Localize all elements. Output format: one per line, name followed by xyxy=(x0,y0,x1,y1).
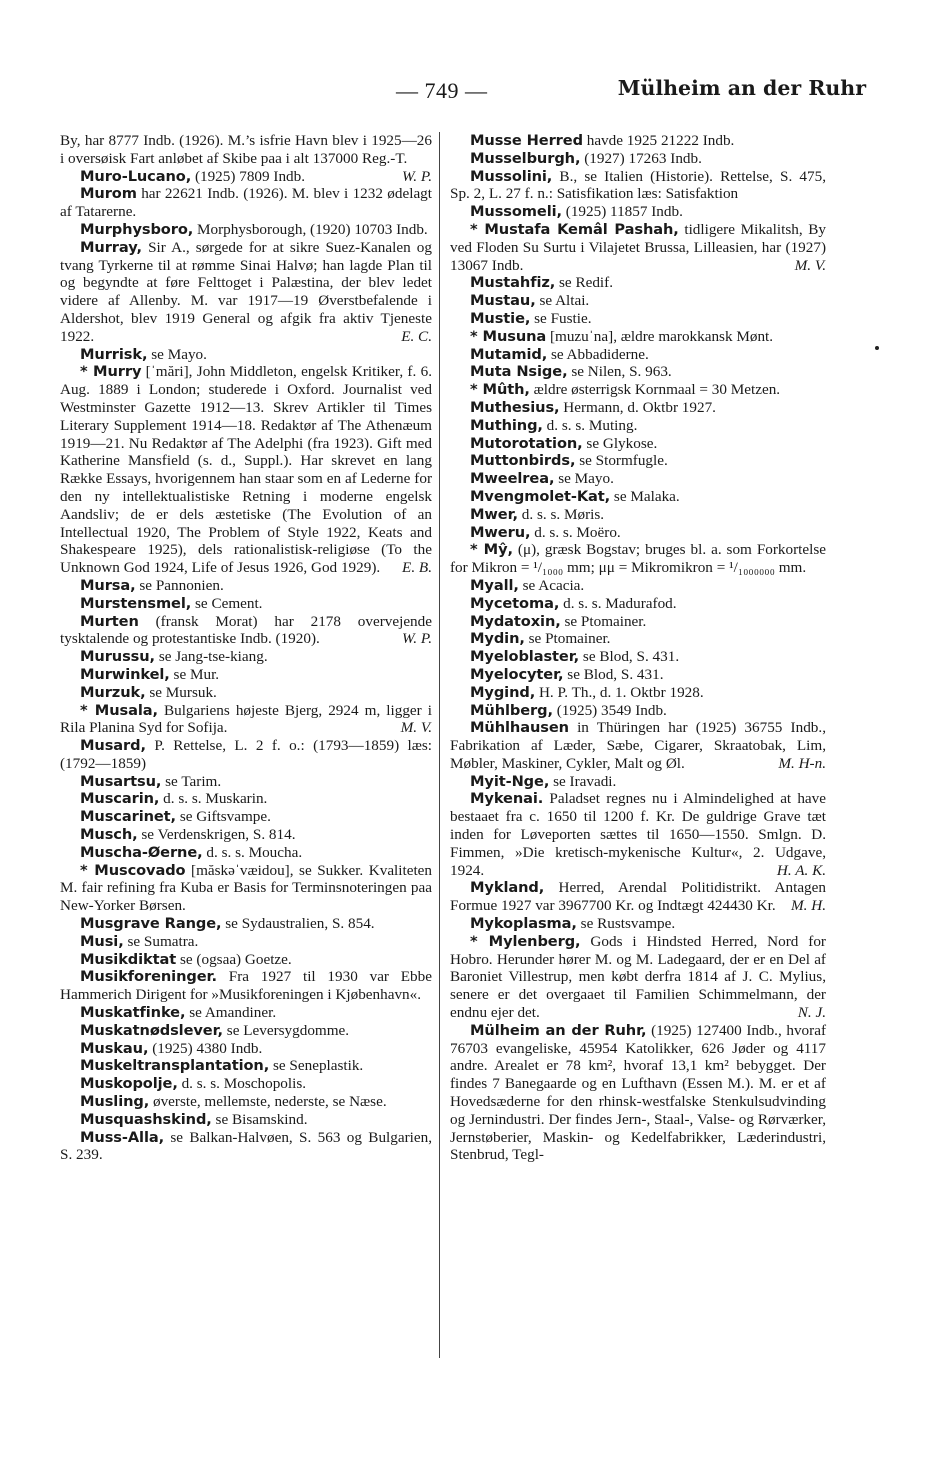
dictionary-entry xyxy=(60,1040,432,1058)
page-header xyxy=(60,74,870,108)
dictionary-entry xyxy=(60,1129,432,1165)
dictionary-entry xyxy=(450,773,826,791)
entry-text: Hermann, d. Oktbr 1927. xyxy=(559,398,716,416)
entry-text: (1925) 4380 Indb. xyxy=(148,1039,263,1057)
entry-star: * xyxy=(470,220,485,238)
entry-headword: Myall, xyxy=(470,576,519,594)
entry-headword: Musikdiktat xyxy=(80,950,177,968)
entry-text: (1927) 17263 Indb. xyxy=(580,149,702,167)
entry-text: se Blod, S. 431. xyxy=(563,665,664,683)
dictionary-entry xyxy=(450,381,826,399)
entry-signature: M. V. xyxy=(400,719,432,737)
entry-text: se Malaka. xyxy=(610,487,680,505)
dictionary-entry xyxy=(60,684,432,702)
entry-headword: Musuna xyxy=(482,327,547,345)
entry-headword: Musi, xyxy=(80,932,124,950)
entry-headword: Mutorotation, xyxy=(470,434,583,452)
dictionary-entry xyxy=(450,790,826,879)
entry-headword: Murphysboro, xyxy=(80,220,194,238)
entry-headword: Muskeltransplantation, xyxy=(80,1057,270,1075)
entry-text: By, har 8777 Indb. (1926). M.’s isfrie Havn blev i 1925—26 i oversøisk Fart anløbet af Skibe paa i alt 137000 Reg.-T. xyxy=(60,132,432,167)
dictionary-entry xyxy=(450,613,826,631)
entry-headword: Musquashskind, xyxy=(80,1110,212,1128)
dictionary-entry xyxy=(450,292,826,310)
entry-signature: M. H-n. xyxy=(778,754,826,772)
entry-headword: Muscarinet, xyxy=(80,808,177,826)
entry-text: se Stormfugle. xyxy=(575,452,668,470)
dictionary-entry xyxy=(60,363,432,577)
entry-headword: Mykland, xyxy=(470,879,545,897)
dictionary-entry xyxy=(60,1093,432,1111)
dictionary-entry xyxy=(60,951,432,969)
entry-headword: Murry xyxy=(93,363,142,381)
entry-text: H. P. Th., d. 1. Oktbr 1928. xyxy=(535,683,704,701)
entry-text: se Rustsvampe. xyxy=(576,915,676,933)
entry-signature: W. P. xyxy=(402,630,432,648)
entry-text: Paladset regnes nu i Almindelighed at have bestaaet fra c. 1650 til 1200 f. Kr. De guldrige Grave tæt inden for Løveporten sættes til 1650—1550. Smlgn. D. Fimmen, »Die kretisch-mykenische Kultur«, 2. Udgave, 1924. xyxy=(450,790,826,879)
dictionary-entry xyxy=(450,577,826,595)
entry-text: d. s. s. Madurafod. xyxy=(559,594,677,612)
entry-text: se Mayo. xyxy=(147,345,207,363)
entry-headword: Mygind, xyxy=(470,683,536,701)
entry-signature: M. V. xyxy=(794,256,826,274)
entry-text: ældre østerrigsk Kornmaal = 30 Metzen. xyxy=(529,381,781,399)
entry-text: se Leversygdomme. xyxy=(222,1021,350,1039)
entry-headword: Murussu, xyxy=(80,648,156,666)
entry-headword: Murstensmel, xyxy=(80,594,192,612)
dictionary-entry xyxy=(60,666,432,684)
entry-headword: Muro-Lucano, xyxy=(80,167,192,185)
entry-text: P. Rettelse, L. 2 f. o.: (1793—1859) læs: (1792—1859) xyxy=(60,737,432,772)
dictionary-entry xyxy=(60,1075,432,1093)
entry-headword: Mussolini, xyxy=(470,167,553,185)
entry-headword: Musartsu, xyxy=(80,772,162,790)
dictionary-entry xyxy=(60,790,432,808)
dictionary-entry xyxy=(60,915,432,933)
entry-text: tidligere Mikalitsh, By ved Floden Su Surtu i Vilajetet Brussa, Lilleasien, har (1927) 13067 Indb. xyxy=(450,220,826,274)
entry-text: se Ptomainer. xyxy=(560,612,647,630)
entry-text: se Altai. xyxy=(535,292,590,310)
entry-star: * xyxy=(470,381,483,399)
entry-text: Gods i Hindsted Herred, Nord for Hobro. Herunder hører M. og M. Ladegaard, der er en Del af Baroniet Villestrup, men købt derfra 1814 af J. C. Mylius, senere er det overgaaet til Familien Schimmelmann, der endnu ejer det. xyxy=(450,932,826,1022)
entry-text: se Ptomainer. xyxy=(524,630,611,648)
entry-text: se Redif. xyxy=(555,274,613,292)
entry-text: (1925) 127400 Indb., hvoraf 76703 evangeliske, 45954 Katolikker, 626 Jøder og 4117 andre. Arealet er 78 km², hvoraf 13,1 km² bebygget. Der findes 7 Banegaarde og en Lufthavn (Essen M.). M. er et af Hovedsæderne for den rhinsk-westfalske Stenkulsudvinding og Jernindustri. Der findes Jern-, Staal-, Valse- og Rørværker, Jernstøberier, Maskin- og Kedelfabrikker, Læderindustri, Stenbrud, Tegl- xyxy=(450,1021,827,1164)
dictionary-entry xyxy=(450,524,826,542)
dictionary-entry xyxy=(450,452,826,470)
dictionary-entry xyxy=(450,399,826,417)
entry-headword: Mweru, xyxy=(470,523,531,541)
entry-text: (fransk Morat) har 2178 overvejende tysktalende og protestantiske Indb. (1920). xyxy=(60,612,432,648)
dictionary-entry xyxy=(450,879,826,915)
entry-headword: Mycetoma, xyxy=(470,594,560,612)
entry-headword: Mustafa Kemâl Pashah, xyxy=(484,220,679,238)
dictionary-entry xyxy=(60,844,432,862)
entry-star: * xyxy=(470,327,483,345)
entry-text: Bulgariens højeste Bjerg, 2924 m, ligger i Rila Planina Syd for Sofija. xyxy=(60,701,433,737)
dictionary-entry xyxy=(60,826,432,844)
entry-signature: E. B. xyxy=(402,559,432,577)
entry-star: * xyxy=(80,363,94,381)
left-column xyxy=(60,132,432,1164)
right-column xyxy=(450,132,826,1164)
dictionary-entry xyxy=(60,862,432,915)
entry-text: se Sydaustralien, S. 854. xyxy=(221,915,375,933)
entry-star: * xyxy=(470,932,489,950)
entry-headword: Myeloblaster, xyxy=(470,648,580,666)
entry-headword: Muskopolje, xyxy=(80,1075,178,1093)
dictionary-entry xyxy=(450,488,826,506)
dictionary-entry xyxy=(60,808,432,826)
entry-text: har 22621 Indb. (1926). M. blev i 1232 ødelagt af Tatarerne. xyxy=(60,185,432,221)
entry-text: d. s. s. Moëro. xyxy=(530,523,621,541)
entry-text: d. s. s. Muskarin. xyxy=(159,790,268,808)
entry-headword: Murzuk, xyxy=(80,683,146,701)
entry-headword: Mursa, xyxy=(80,576,136,594)
entry-headword: Muttonbirds, xyxy=(470,452,576,470)
dictionary-entry xyxy=(450,541,826,577)
entry-headword: Musse Herred xyxy=(470,132,583,149)
entry-text: Herred, Arendal Politidistrikt. Antagen Formue 1927 var 3967700 Kr. og Indtægt 424430 Kr. xyxy=(450,879,826,915)
dictionary-entry xyxy=(450,666,826,684)
entry-signature: M. H. xyxy=(790,897,826,915)
dictionary-entry xyxy=(60,1022,432,1040)
entry-text: d. s. s. Møris. xyxy=(518,505,605,523)
dictionary-entry xyxy=(450,168,826,204)
entry-headword: Muss-Alla, xyxy=(80,1128,165,1146)
entry-headword: Mŷ, xyxy=(483,541,513,559)
entry-headword: Mykoplasma, xyxy=(470,915,577,933)
dictionary-entry xyxy=(450,328,826,346)
entry-headword: Murray, xyxy=(80,238,142,256)
dictionary-entry xyxy=(60,221,432,239)
dictionary-entry xyxy=(60,239,432,346)
dictionary-entry xyxy=(60,933,432,951)
entry-headword: Murwinkel, xyxy=(80,665,170,683)
entry-headword: Mussomeli, xyxy=(470,203,562,221)
entry-text: se Fustie. xyxy=(530,309,592,327)
dictionary-entry xyxy=(450,363,826,381)
dictionary-entry xyxy=(60,185,432,221)
entry-star: * xyxy=(80,701,95,719)
dictionary-entry xyxy=(450,203,826,221)
entry-text: (1925) 7809 Indb. xyxy=(191,167,306,185)
entry-text: se Amandiner. xyxy=(185,1004,277,1022)
entry-text: Fra 1927 til 1930 var Ebbe Hammerich Dirigent for »Musikforeningen i Kjøbenhavn«. xyxy=(60,968,432,1004)
margin-dot xyxy=(875,346,879,350)
dictionary-entry xyxy=(60,702,432,738)
entry-text: (1925) 3549 Indb. xyxy=(552,701,667,719)
dictionary-entry xyxy=(450,648,826,666)
dictionary-entry xyxy=(450,274,826,292)
entry-text: se Mursuk. xyxy=(145,683,217,701)
dictionary-entry xyxy=(450,435,826,453)
dictionary-entry xyxy=(60,1004,432,1022)
dictionary-entry xyxy=(450,470,826,488)
entry-text: havde 1925 21222 Indb. xyxy=(582,132,735,149)
entry-headword: Murom xyxy=(80,185,137,203)
dictionary-entry xyxy=(60,648,432,666)
entry-headword: Myit-Nge, xyxy=(470,772,550,790)
entry-text: se Balkan-Halvøen, S. 563 og Bulgarien, S. 239. xyxy=(60,1128,432,1164)
entry-headword: Mykenai. xyxy=(470,790,544,808)
entry-headword: Musling, xyxy=(80,1093,150,1111)
entry-headword: Muscarin, xyxy=(80,790,160,808)
entry-text: se Giftsvampe. xyxy=(176,808,271,826)
entry-text: [muzuˈna], ældre marokkansk Mønt. xyxy=(546,327,774,345)
entry-headword: Musard, xyxy=(80,737,146,755)
dictionary-entry xyxy=(60,773,432,791)
entry-headword: Mwer, xyxy=(470,505,518,523)
entry-text: se Cement. xyxy=(191,594,263,612)
entry-text: [ˈmări], John Middleton, engelsk Kritiker, f. 6. Aug. 1889 i London; studerede i Oxford. Journalist ved Westminster Gazette 1912—13. Skrev Artikler til Times Literary Supplement 1914—18. Redaktør af The Athenæum 1919—21. Nu Redaktør af The Adelphi (fra 1923). Gift med Katherine Mansfield (s. d., Suppl.). Har skrevet en lang Række Essays, hvorigennem han staar som en af Lederne for den ny intellektualistiske Retning i moderne engelsk Aandsliv; de er dels æstetiske (The Evolution of an Intellectual 1920, The Problem of Style 1922, Keats and Shakespeare 1925), dels rationalistisk-religiøse (To the Unknown God 1924, Life of Jesus 1926, God 1929). xyxy=(60,363,432,577)
entry-text: Sir A., sørgede for at sikre Suez-Kanalen og tvang Tyrkerne til at rømme Sinai Halvø; han lagde Plan til og begyndte at føre Felttoget i Palæstina, der blev ledet videre af Allenby. M. var 1917—19 Øverstbefalende i Aldershot, blev 1919 General og afgik fra aktiv Tjeneste 1922. xyxy=(60,238,432,345)
entry-headword: Mühlhausen xyxy=(470,719,569,737)
entry-text: se Mayo. xyxy=(554,470,614,488)
dictionary-entry xyxy=(60,1057,432,1075)
dictionary-entry xyxy=(450,684,826,702)
dictionary-entry xyxy=(450,702,826,720)
page-number: — 749 — xyxy=(396,78,488,103)
dictionary-entry xyxy=(450,346,826,364)
entry-headword: Mühlberg, xyxy=(470,701,553,719)
entry-text: se Nilen, S. 963. xyxy=(567,363,672,381)
entry-text: se Bisamskind. xyxy=(211,1110,308,1128)
entry-text: se Sumatra. xyxy=(123,932,199,950)
entry-text: d. s. s. Muting. xyxy=(542,416,638,434)
dictionary-entry xyxy=(450,132,826,150)
dictionary-entry xyxy=(450,595,826,613)
entry-headword: Murrisk, xyxy=(80,345,148,363)
entry-signature: W. P. xyxy=(402,167,432,185)
dictionary-entry xyxy=(450,150,826,168)
entry-text: se Blod, S. 431. xyxy=(579,648,680,666)
entry-text: [măskəˈvæidou], se Sukker. Kvaliteten M. fair refining fra Kuba er Basis for Terminsnoteringen paa New-Yorker Børsen. xyxy=(60,861,433,915)
entry-text: se Pannonien. xyxy=(135,576,224,594)
entry-headword: Muscha-Øerne, xyxy=(80,843,203,861)
entry-headword: Mustie, xyxy=(470,309,531,327)
dictionary-entry xyxy=(60,595,432,613)
entry-headword: Musch, xyxy=(80,826,138,844)
dictionary-entry xyxy=(60,168,432,186)
dictionary-entry xyxy=(450,630,826,648)
running-head: Mülheim an der Ruhr xyxy=(617,76,866,100)
entry-star: * xyxy=(80,861,95,879)
dictionary-entry xyxy=(60,968,432,1004)
entry-text: d. s. s. Moschopolis. xyxy=(177,1075,307,1093)
entry-headword: Musselburgh, xyxy=(470,149,581,167)
entry-text: se Iravadi. xyxy=(549,772,617,790)
entry-headword: Mutamid, xyxy=(470,345,548,363)
entry-headword: Muskau, xyxy=(80,1039,149,1057)
entry-text: Morphysborough, (1920) 10703 Indb. xyxy=(193,220,428,238)
entry-headword: Mustau, xyxy=(470,292,536,310)
entry-text: se Verdenskrigen, S. 814. xyxy=(137,826,296,844)
entry-headword: Muthing, xyxy=(470,416,543,434)
entry-headword: Mweelrea, xyxy=(470,470,555,488)
dictionary-entry xyxy=(450,933,826,1022)
entry-headword: Muskatfinke, xyxy=(80,1004,186,1022)
entry-signature: N. J. xyxy=(797,1004,826,1022)
entry-text: se (ogsaa) Goetze. xyxy=(176,950,292,968)
entry-text: øverste, mellemste, nederste, se Næse. xyxy=(149,1093,387,1111)
entry-text: se Mur. xyxy=(169,665,220,683)
entry-headword: Musgrave Range, xyxy=(80,915,222,933)
entry-text: se Tarim. xyxy=(161,772,222,790)
dictionary-entry xyxy=(450,506,826,524)
entry-text: se Jang-tse-kiang. xyxy=(155,648,268,666)
entry-headword: Musikforeninger. xyxy=(80,968,217,986)
entry-headword: Musala, xyxy=(94,701,158,719)
entry-headword: Muskatnødslever, xyxy=(80,1021,223,1039)
dictionary-entry xyxy=(60,577,432,595)
dictionary-entry xyxy=(450,310,826,328)
entry-text: B., se Italien (Historie). Rettelse, S. 475, Sp. 2, L. 27 f. n.: Satisfikation læs: Satisfaktion xyxy=(450,167,826,203)
entry-headword: Mydatoxin, xyxy=(470,612,561,630)
entry-headword: Mvengmolet-Kat, xyxy=(470,487,611,505)
entry-headword: Myelocyter, xyxy=(470,665,564,683)
entry-text: d. s. s. Moucha. xyxy=(202,843,303,861)
dictionary-entry xyxy=(450,417,826,435)
entry-text: se Seneplastik. xyxy=(269,1057,364,1075)
entry-headword: Muta Nsige, xyxy=(470,363,568,381)
dictionary-entry xyxy=(450,915,826,933)
dictionary-entry xyxy=(450,221,826,274)
entry-headword: Murten xyxy=(80,612,139,630)
entry-headword: Mylenberg, xyxy=(488,932,581,950)
entry-text: se Glykose. xyxy=(582,434,658,452)
dictionary-entry xyxy=(450,1022,826,1164)
entry-headword: Muscovado xyxy=(94,861,186,879)
entry-headword: Mydin, xyxy=(470,630,525,648)
entry-text: (1925) 11857 Indb. xyxy=(561,203,683,221)
column-divider xyxy=(439,132,440,1358)
entry-signature: E. C. xyxy=(401,327,432,345)
entry-text: in Thüringen har (1925) 36755 Indb., Fabrikation af Læder, Sæbe, Cigarer, Skraatobak, Lim, Møbler, Maskiner, Cykler, Malt og Øl. xyxy=(450,719,826,772)
entry-headword: Mülheim an der Ruhr, xyxy=(470,1021,647,1039)
dictionary-entry xyxy=(60,613,432,649)
entry-text: se Abbadiderne. xyxy=(547,345,649,363)
entry-star: * xyxy=(470,541,484,559)
entry-headword: Mustahfiz, xyxy=(470,274,556,292)
dictionary-entry xyxy=(60,737,432,773)
dictionary-entry xyxy=(60,1111,432,1129)
entry-text: se Acacia. xyxy=(518,576,585,594)
entry-headword: Mûth, xyxy=(482,381,530,399)
entry-headword: Muthesius, xyxy=(470,398,560,416)
entry-text: (μ), græsk Bogstav; bruges bl. a. som Forkortelse for Mikron = ¹/₁₀₀₀ mm; μμ = Mikromikron = ¹/₁₀₀₀₀₀₀ mm. xyxy=(450,541,826,577)
dictionary-entry xyxy=(450,719,826,772)
dictionary-entry xyxy=(60,346,432,364)
entry-signature: H. A. K. xyxy=(776,861,826,879)
